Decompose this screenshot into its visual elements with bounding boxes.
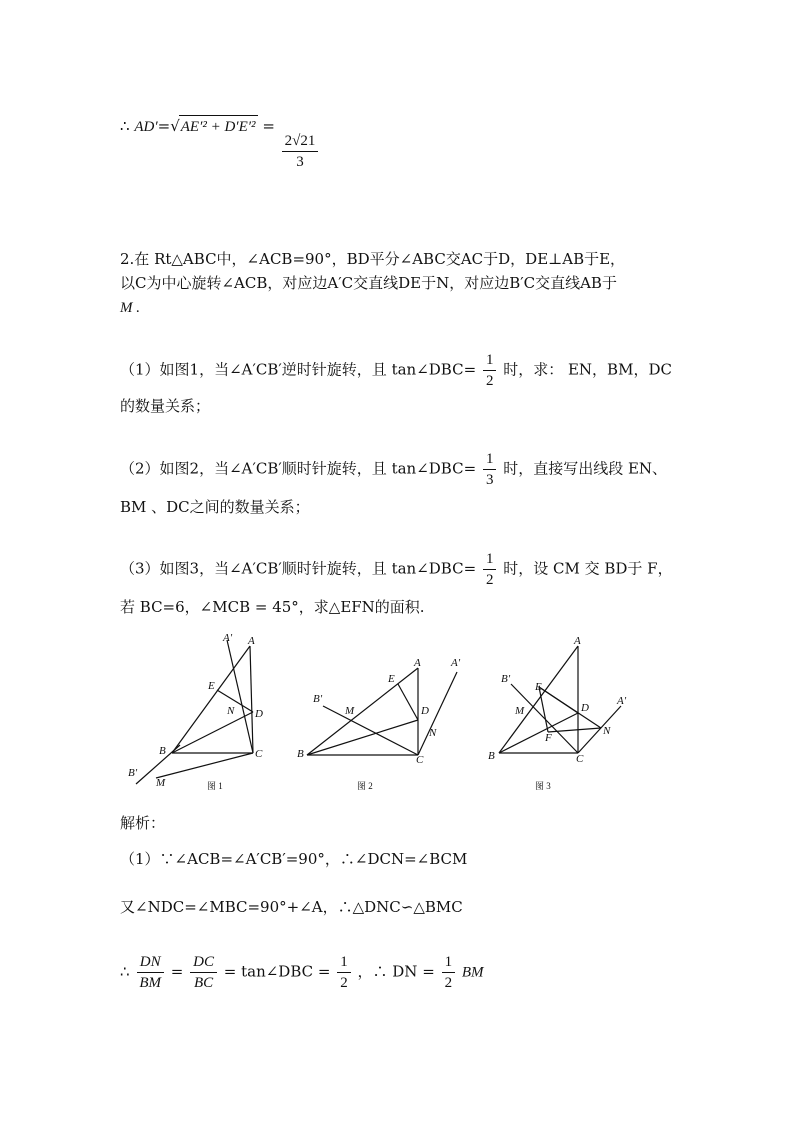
fig1-label-d: D xyxy=(255,708,263,720)
fig3-label-n: N xyxy=(603,725,611,737)
q1-fraction xyxy=(483,350,497,391)
equals-sign-2: = xyxy=(262,117,275,135)
fraction-dn-bm xyxy=(136,952,164,993)
formula-lhs: AD′ xyxy=(134,119,158,135)
q3-fraction-den: 2 xyxy=(485,572,494,588)
fig1-caption: 图 1 xyxy=(207,781,223,791)
fig1-label-b-prime: B′ xyxy=(128,767,138,779)
fraction-bm: BM xyxy=(139,975,161,991)
solution-step-3 xyxy=(120,952,484,993)
figure-1 xyxy=(120,630,280,798)
fig2-label-c: C xyxy=(416,754,424,766)
fraction-half-2-num: 1 xyxy=(442,952,456,973)
fig2-caption: 图 2 xyxy=(357,781,373,791)
fig1-label-a: A xyxy=(248,635,255,647)
fig3-label-m: M xyxy=(515,705,525,717)
fraction-result xyxy=(282,131,319,172)
figure-2 xyxy=(293,650,473,798)
fraction-dc: DC xyxy=(190,952,217,973)
fig3-label-a: A xyxy=(574,635,581,647)
fig3-label-d: D xyxy=(581,702,589,714)
q1-fraction-den: 2 xyxy=(485,373,494,389)
q2-fraction xyxy=(483,449,497,490)
fig2-label-m: M xyxy=(345,705,355,717)
fig3-label-f: F xyxy=(545,732,552,744)
solution-step-1: （1）∵∠ACB=∠A′CB′=90°，∴∠DCN=∠BCM xyxy=(120,850,468,868)
q2-text-post: 时，直接写出线段 EN、 xyxy=(503,459,668,478)
fig1-label-n: N xyxy=(227,705,235,717)
fig2-label-b: B xyxy=(297,748,304,760)
fig1-label-b: B xyxy=(159,745,166,757)
fraction-dc-bc xyxy=(190,952,217,993)
problem-line-3: M . xyxy=(120,300,140,316)
fig2-label-b-prime: B′ xyxy=(313,693,323,705)
fraction-half-1-num: 1 xyxy=(337,952,351,973)
q1-text-post: 时，求： EN，BM，DC xyxy=(503,360,672,379)
fig2-label-n: N xyxy=(429,727,437,739)
solution-heading: 解析： xyxy=(120,814,166,832)
fig2-label-a: A xyxy=(414,657,421,669)
fraction-half-2 xyxy=(442,952,456,993)
question-1 xyxy=(120,350,672,391)
fig1-label-e: E xyxy=(208,680,215,692)
question-2 xyxy=(120,449,667,490)
fraction-half-1 xyxy=(337,952,351,993)
q3-fraction xyxy=(483,549,497,590)
fig2-label-a-prime: A′ xyxy=(451,657,461,669)
question-1-line-2: 的数量关系； xyxy=(120,397,211,415)
q2-fraction-num: 1 xyxy=(483,449,497,470)
fraction-half-1-den: 2 xyxy=(340,975,348,991)
therefore-symbol: ∴ xyxy=(120,117,130,135)
q3-text-pre: （3）如图3，当∠A′CB′顺时针旋转，且 tan∠DBC= xyxy=(120,559,477,578)
radicand: AE′² + D′E′² xyxy=(179,115,258,138)
fig2-label-e: E xyxy=(388,673,395,685)
fig1-label-c: C xyxy=(255,748,263,760)
dn-equals-text: ，∴ DN = xyxy=(357,962,435,981)
fig3-label-b-prime: B′ xyxy=(501,673,511,685)
problem-line-1: 2.在 Rt△ABC中，∠ACB=90°，BD平分∠ABC交AC于D，DE⊥AB于E， xyxy=(120,250,626,268)
fig3-label-e: E xyxy=(535,681,542,693)
fraction-half-2-den: 2 xyxy=(444,975,453,991)
fraction-dn: DN xyxy=(137,952,164,973)
therefore-symbol-2: ∴ xyxy=(120,962,130,981)
question-3-line-2: 若 BC=6，∠MCB = 45°，求△EFN的面积. xyxy=(120,598,425,616)
equals-sign: = xyxy=(157,117,171,135)
q2-fraction-den: 3 xyxy=(485,472,494,488)
q3-text-post: 时，设 CM 交 BD于 F， xyxy=(503,559,673,578)
solution-step-2: 又∠NDC=∠MBC=90°+∠A，∴△DNC∽△BMC xyxy=(120,898,463,916)
fraction-numerator: 2√21 xyxy=(282,131,319,152)
figure-3 xyxy=(483,632,643,798)
q2-text-pre: （2）如图2，当∠A′CB′顺时针旋转，且 tan∠DBC= xyxy=(120,459,477,478)
radical-sign: √ xyxy=(170,117,180,135)
formula-ad-prime xyxy=(120,115,320,172)
q3-fraction-num: 1 xyxy=(483,549,497,570)
tan-dbc-text: = tan∠DBC = xyxy=(223,962,331,981)
fig2-label-d: D xyxy=(421,705,429,717)
fig1-label-a-prime: A′ xyxy=(223,632,233,644)
fig3-label-c: C xyxy=(576,753,584,765)
question-3 xyxy=(120,549,673,590)
fig1-label-m: M xyxy=(156,777,166,789)
fig3-label-b: B xyxy=(488,750,495,762)
equals-sign-3: = xyxy=(170,962,184,981)
fraction-bc: BC xyxy=(193,975,214,991)
q1-text-pre: （1）如图1，当∠A′CB′逆时针旋转，且 tan∠DBC= xyxy=(120,360,477,379)
problem-line-2: 以C为中心旋转∠ACB，对应边A′C交直线DE于N，对应边B′C交直线AB于 xyxy=(120,274,617,292)
q1-fraction-num: 1 xyxy=(483,350,497,371)
fig3-caption: 图 3 xyxy=(535,781,551,791)
question-2-line-2: BM 、DC之间的数量关系； xyxy=(120,498,310,516)
fraction-denominator: 3 xyxy=(296,154,304,170)
fig3-label-a-prime: A′ xyxy=(617,695,627,707)
bm-text: BM xyxy=(461,964,484,981)
